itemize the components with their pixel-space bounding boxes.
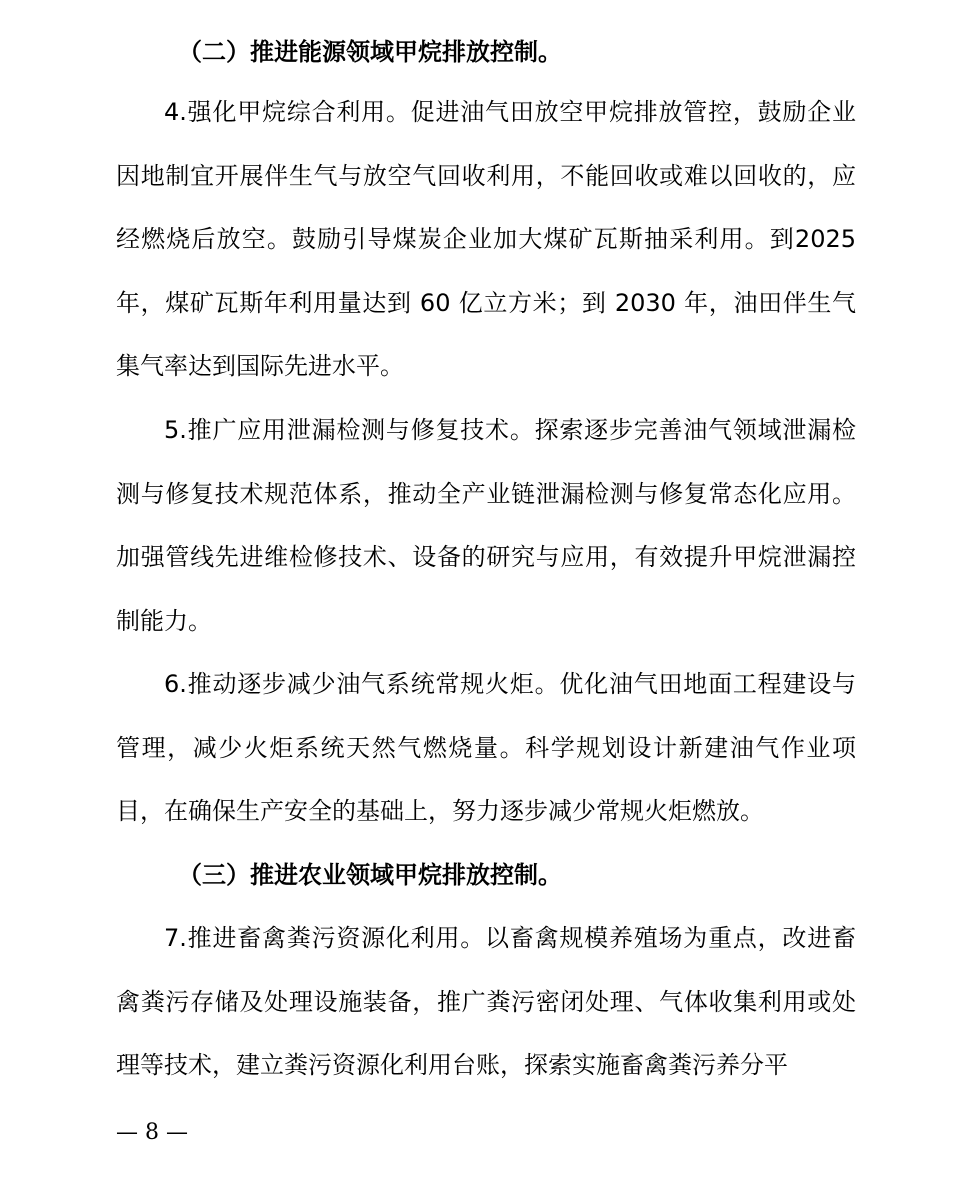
- paragraph-4-methane-utilization: 4.强化甲烷综合利用。促进油气田放空甲烷排放管控，鼓励企业因地制宜开展伴生气与放空气回收利用，不能回收或难以回收的，应经燃烧后放空。鼓励引导煤炭企业加大煤矿瓦斯抽采利用。到2025年，煤矿瓦斯年利用量达到 60 亿立方米；到 2030 年，油田伴生气集气率达到国际先进水平。: [116, 98, 856, 380]
- paragraph-5-leak-detection: 5.推广应用泄漏检测与修复技术。探索逐步完善油气领域泄漏检测与修复技术规范体系，推动全产业链泄漏检测与修复常态化应用。加强管线先进维检修技术、设备的研究与应用，有效提升甲烷泄漏控制能力。: [116, 416, 856, 635]
- section-heading-agriculture: （三）推进农业领域甲烷排放控制。: [178, 861, 562, 889]
- paragraph-7-manure-utilization: 7.推进畜禽粪污资源化利用。以畜禽规模养殖场为重点，改进畜禽粪污存储及处理设施装备，推广粪污密闭处理、气体收集利用或处理等技术，建立粪污资源化利用台账，探索实施畜禽粪污养分平: [116, 924, 856, 1079]
- paragraph-6-flare-reduction: 6.推动逐步减少油气系统常规火炬。优化油气田地面工程建设与管理，减少火炬系统天然气燃烧量。科学规划设计新建油气作业项目，在确保生产安全的基础上，努力逐步减少常规火炬燃放。: [116, 670, 856, 825]
- section-heading-energy: （二）推进能源领域甲烷排放控制。: [178, 38, 562, 66]
- page-number: — 8 —: [116, 1120, 188, 1145]
